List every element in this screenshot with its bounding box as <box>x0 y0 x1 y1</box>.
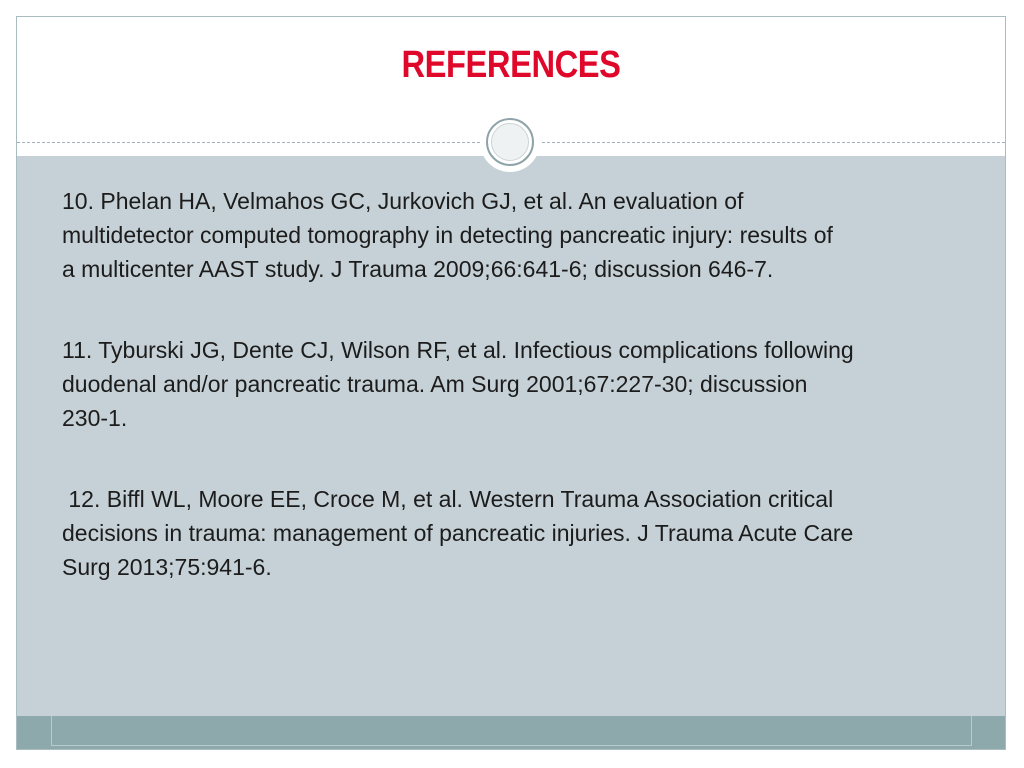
reference-line: 12. Biffl WL, Moore EE, Croce M, et al. Western Trauma Association critical <box>62 486 834 512</box>
reference-line: a multicenter AAST study. J Trauma 2009;66:641-6; discussion 646-7. <box>62 256 774 282</box>
reference-item <box>62 482 967 584</box>
reference-line: 230-1. <box>62 405 128 431</box>
reference-line: 10. Phelan HA, Velmahos GC, Jurkovich GJ, et al. An evaluation of <box>62 188 744 214</box>
reference-line: multidetector computed tomography in detecting pancreatic injury: results of <box>62 222 833 248</box>
slide-title: REFERENCES <box>401 44 621 86</box>
footer-inner-frame <box>51 716 972 746</box>
reference-list <box>62 184 967 631</box>
reference-line: decisions in trauma: management of pancreatic injuries. J Trauma Acute Care <box>62 520 854 546</box>
reference-item <box>62 184 967 286</box>
reference-line: 11. Tyburski JG, Dente CJ, Wilson RF, et al. Infectious complications following <box>62 337 854 363</box>
circle-ornament-center <box>491 123 529 161</box>
reference-item <box>62 333 967 435</box>
reference-line: Surg 2013;75:941-6. <box>62 554 272 580</box>
reference-line: duodenal and/or pancreatic trauma. Am Surg 2001;67:227-30; discussion <box>62 371 808 397</box>
